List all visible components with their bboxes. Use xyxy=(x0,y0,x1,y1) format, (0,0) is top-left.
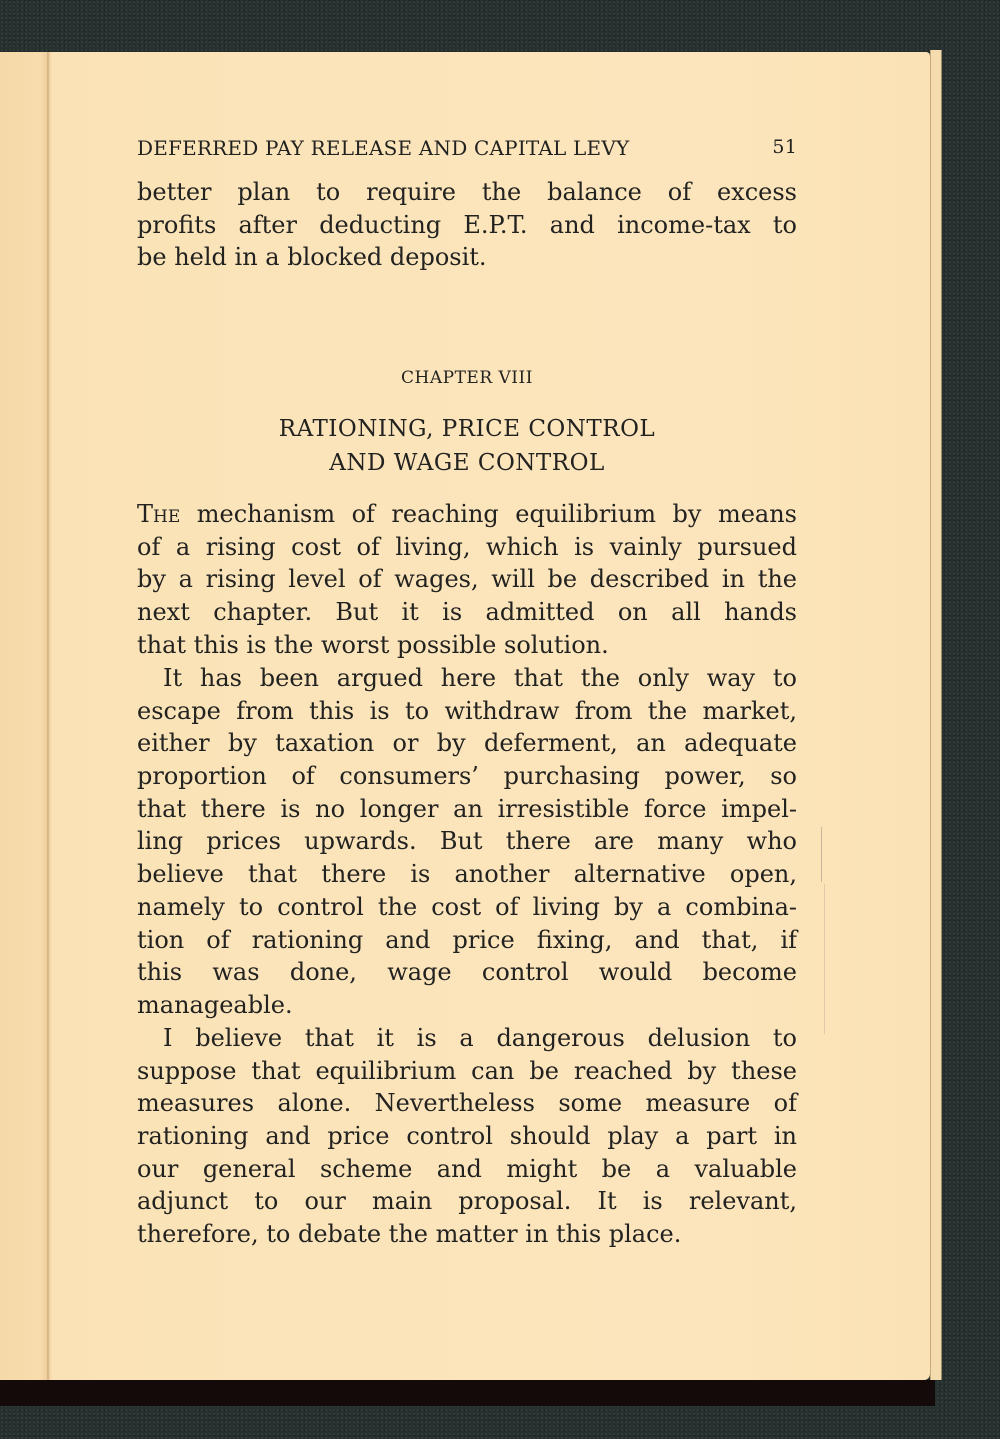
text-line: profits after deducting E.P.T. and income-tax to xyxy=(137,210,797,239)
text-line: rationing and price control should play a part in xyxy=(137,1122,797,1151)
text-line: suppose that equilibrium can be reached by these xyxy=(137,1056,797,1085)
text-line: escape from this is to withdraw from the market, xyxy=(137,696,797,725)
text-line: namely to control the cost of living by a combina- xyxy=(137,892,797,921)
pencil-mark xyxy=(824,884,825,1034)
text-line: measures alone. Nevertheless some measure of xyxy=(137,1089,797,1118)
text-line: that this is the worst possible solution. xyxy=(137,630,609,659)
text-line: believe that there is another alternative open, xyxy=(137,860,797,889)
text-line: adjunct to our main proposal. It is relevant, xyxy=(137,1187,797,1216)
text-line: our general scheme and might be a valuable xyxy=(137,1154,797,1183)
chapter-title-line-1: RATIONING, PRICE CONTROL xyxy=(278,416,656,442)
text-line: that there is no longer an irresistible force impel- xyxy=(137,794,797,823)
pencil-mark xyxy=(821,827,822,882)
text-line: I believe that it is a dangerous delusion to xyxy=(163,1024,797,1052)
page-edges xyxy=(930,50,942,1380)
text-line: therefore, to debate the matter in this place. xyxy=(137,1220,682,1249)
book-page xyxy=(0,52,930,1380)
text-line: of a rising cost of living, which is vainly pursued xyxy=(137,532,797,561)
text-line: next chapter. But it is admitted on all hands xyxy=(137,598,797,627)
text-line: proportion of consumers’ purchasing power, so xyxy=(137,762,797,791)
text-line: better plan to require the balance of excess xyxy=(137,178,797,206)
text-line: be held in a blocked deposit. xyxy=(137,243,487,272)
running-head xyxy=(137,136,797,160)
text-line: either by taxation or by deferment, an adequate xyxy=(137,729,797,758)
running-head-title: DEFERRED PAY RELEASE AND CAPITAL LEVY xyxy=(137,136,630,160)
page-shadow xyxy=(0,1380,935,1406)
chapter-title-line-2: AND WAGE CONTROL xyxy=(329,450,605,476)
paragraph-2 xyxy=(137,662,797,1022)
text-line: manageable. xyxy=(137,990,293,1019)
text-line: ling prices upwards. But there are many who xyxy=(137,827,797,856)
page-number: 51 xyxy=(772,136,797,158)
lead-word: The xyxy=(137,500,181,528)
text-line: It has been argued here that the only way to xyxy=(163,664,797,692)
gutter-fold xyxy=(47,52,49,1380)
continuation-paragraph xyxy=(137,176,797,274)
text-line: by a rising level of wages, will be described in the xyxy=(137,565,797,594)
paragraph-3 xyxy=(137,1022,797,1251)
text-line: tion of rationing and price fixing, and that, if xyxy=(137,925,797,954)
chapter-title xyxy=(137,412,797,480)
paragraph-1 xyxy=(137,498,797,661)
text-line: this was done, wage control would become xyxy=(137,958,797,987)
text-line: The mechanism of reaching equilibrium by means xyxy=(137,500,797,528)
chapter-label: CHAPTER VIII xyxy=(401,368,533,388)
